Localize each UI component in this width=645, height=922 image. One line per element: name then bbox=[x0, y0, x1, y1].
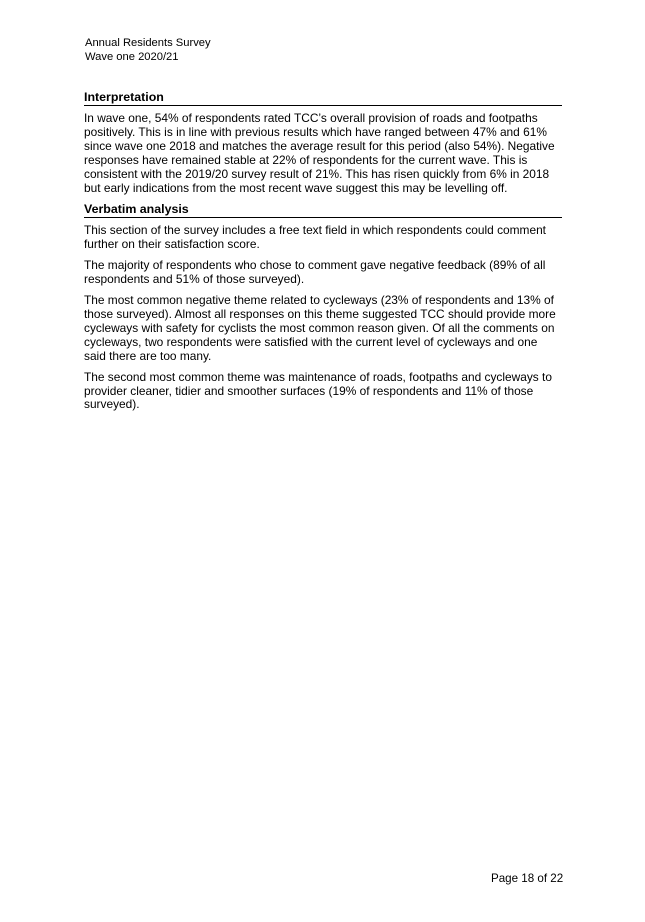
section-heading-verbatim-analysis: Verbatim analysis bbox=[84, 202, 562, 218]
verbatim-paragraph-intro: This section of the survey includes a free text field in which respondents could comment further on their satisfaction score. bbox=[84, 223, 546, 252]
header-report-title: Annual Residents Survey bbox=[85, 37, 211, 49]
verbatim-paragraph-maintenance: The second most common theme was maintenance of roads, footpaths and cycleways to provider cleaner, tidier and smoother surfaces (19% of respondents and 11% of those surveyed). bbox=[84, 369, 552, 412]
running-header bbox=[85, 36, 211, 64]
header-wave: Wave one 2020/21 bbox=[85, 51, 179, 63]
page-content bbox=[84, 90, 562, 419]
verbatim-paragraph-majority: The majority of respondents who chose to comment gave negative feedback (89% of all respondents and 51% of those surveyed). bbox=[84, 258, 546, 287]
interpretation-paragraph: In wave one, 54% of respondents rated TCC’s overall provision of roads and footpaths positively. This is in line with previous results which have ranged between 47% and 61% since wave one 2018 and matches the average result for this period (also 54%). Negative responses have remained stable at 22% of respondents for the current wave. This is consistent with the 2019/20 survey result of 21%. This has risen quickly from 6% in 2018 but early indications from the most recent wave suggest this may be levelling off. bbox=[84, 111, 555, 195]
section-heading-interpretation: Interpretation bbox=[84, 90, 562, 106]
page-number: Page 18 of 22 bbox=[491, 872, 564, 885]
verbatim-paragraph-cycleways: The most common negative theme related to cycleways (23% of respondents and 13% of those surveyed). Almost all responses on this theme suggested TCC should provide more cycleways with safety for cyclists the most common reason given. Of all the comments on cycleways, two respondents were satisfied with the current level of cycleways and one said there are too many. bbox=[84, 293, 556, 363]
